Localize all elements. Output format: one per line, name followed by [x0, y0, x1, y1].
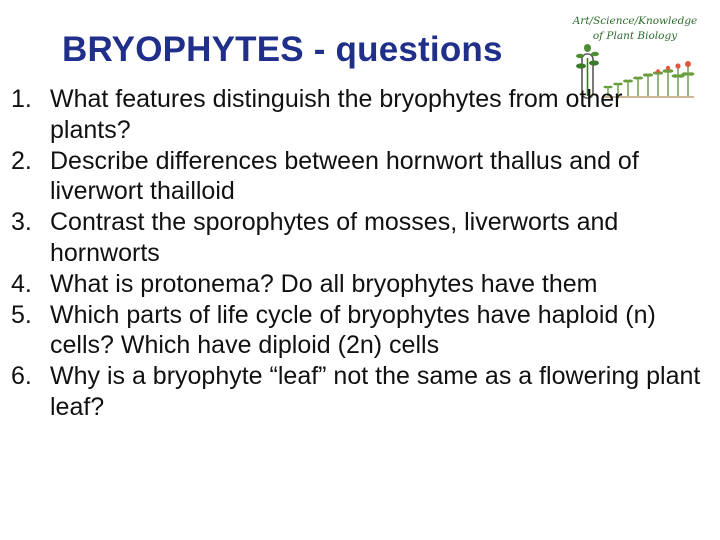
list-item [0, 269, 720, 300]
question-list [0, 84, 720, 423]
question-text: Contrast the sporophytes of mosses, liverworts and hornworts [50, 208, 619, 267]
question-text: What is protonema? Do all bryophytes have them [50, 269, 598, 298]
list-item [0, 300, 720, 361]
question-text: What features distinguish the bryophytes from other plants? [50, 85, 623, 144]
list-item [0, 146, 720, 207]
list-item [0, 361, 720, 422]
question-number: 1. [11, 85, 32, 113]
question-number: 3. [11, 208, 32, 236]
question-text: Why is a bryophyte “leaf” not the same as a flowering plant leaf? [50, 362, 701, 421]
question-number: 4. [11, 269, 32, 298]
question-number: 2. [11, 146, 32, 175]
question-number: 5. [11, 300, 32, 329]
logo-line-1: Art/Science/Knowledge [572, 15, 698, 27]
list-item [0, 207, 720, 268]
list-item [0, 84, 720, 145]
question-number: 6. [11, 362, 32, 390]
question-text: Which parts of life cycle of bryophytes have haploid (n) cells? Which have diploid (2n) cells [50, 300, 656, 359]
slide-title: BRYOPHYTES - questions [62, 30, 503, 69]
question-text: Describe differences between hornwort thallus and of liverwort thailloid [50, 146, 639, 205]
logo-line-2: of Plant Biology [592, 30, 678, 42]
